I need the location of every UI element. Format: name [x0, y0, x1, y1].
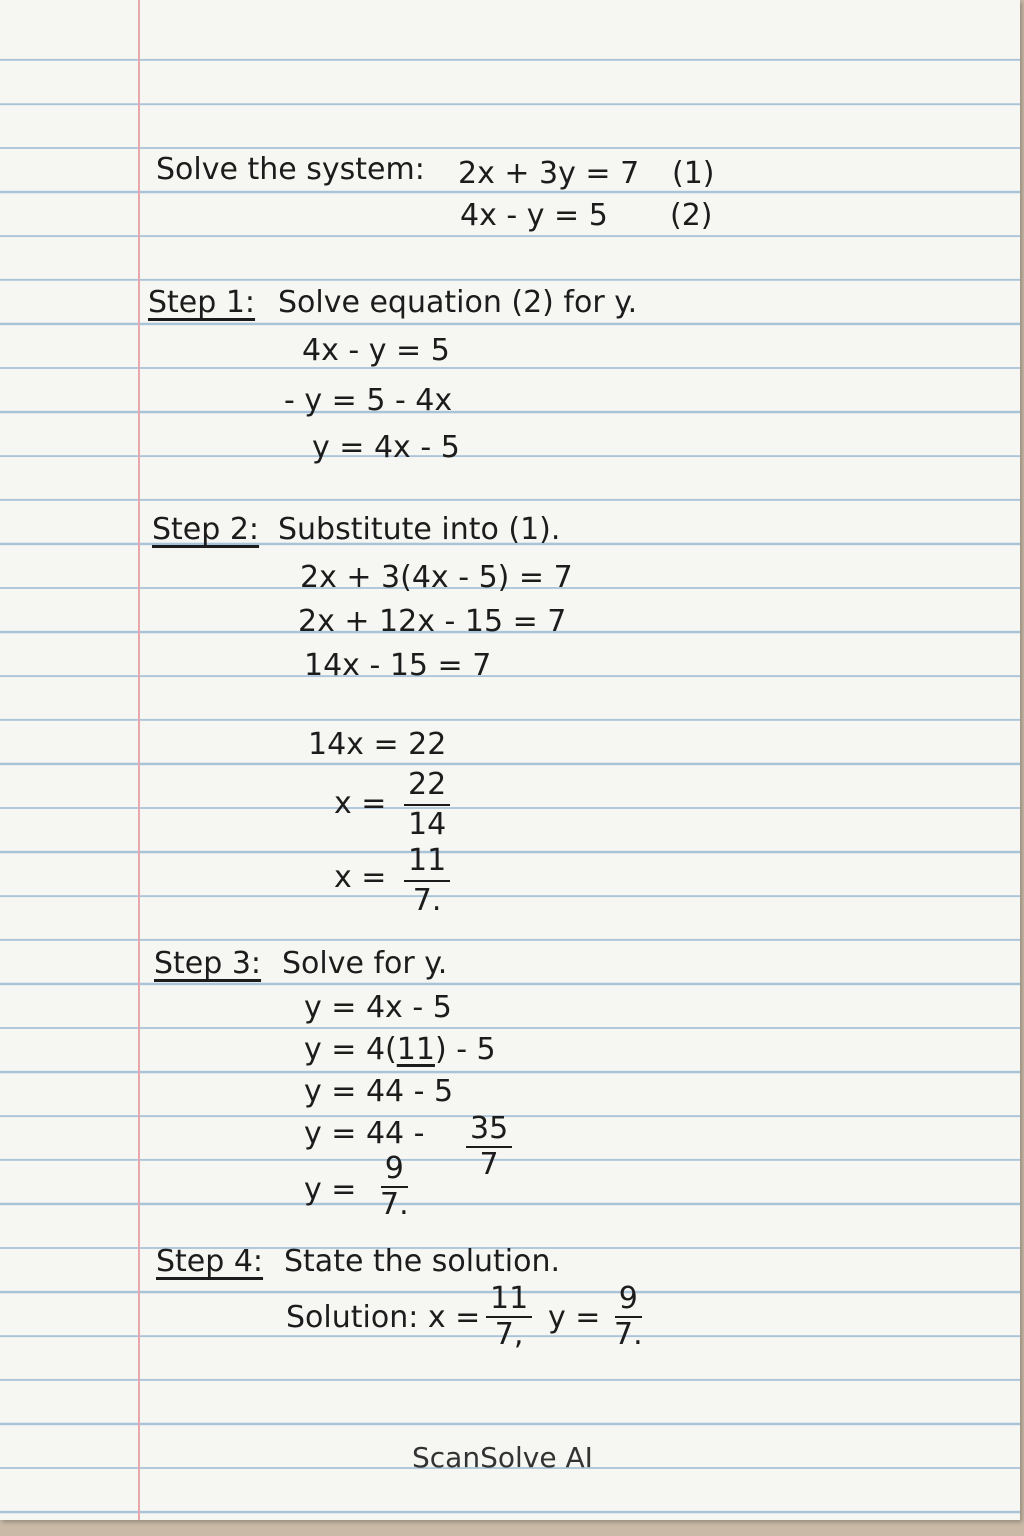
- solution-prefix: Solution: x =: [286, 1300, 481, 1335]
- step-2-x-fraction-2: [404, 842, 450, 920]
- step-3-line-2-post: ) - 5: [434, 1032, 496, 1067]
- step-1-label: Step 1:: [148, 285, 256, 320]
- problem-label: Solve the system:: [156, 152, 425, 187]
- step-1-line-2: - y = 5 - 4x: [284, 383, 453, 418]
- step-2-line-1: 2x + 3(4x - 5) = 7: [300, 560, 573, 595]
- step-2-line-3: 14x - 15 = 7: [304, 648, 492, 683]
- step-3-line-1: y = 4x - 5: [304, 990, 452, 1025]
- step-3-line-3: y = 44 - 5: [304, 1074, 454, 1109]
- step-1-text: Solve equation (2) for y.: [278, 285, 638, 320]
- equation-1: 2x + 3y = 7: [458, 156, 640, 191]
- equation-1-tag: (1): [672, 156, 715, 191]
- step-2-line-2: 2x + 12x - 15 = 7: [298, 604, 567, 639]
- fraction-denominator: 7.: [412, 883, 442, 918]
- fraction-numerator: 9: [381, 1152, 408, 1188]
- footer-brand: ScanSolve AI: [412, 1441, 593, 1474]
- fraction-denominator: 14: [408, 807, 447, 842]
- step-3-line-5-fraction: [376, 1152, 413, 1222]
- equation-2: 4x - y = 5: [460, 198, 608, 233]
- fraction-numerator: 11: [486, 1282, 532, 1318]
- step-3-line-4-pre: y = 44 -: [304, 1116, 425, 1151]
- step-3-label: Step 3:: [154, 946, 262, 981]
- step-2-x-lhs-2: x =: [334, 860, 387, 895]
- step-3-line-2-underlined: 11: [396, 1032, 435, 1067]
- fraction-denominator: 7.: [380, 1187, 409, 1222]
- step-2-x-fraction-1: [404, 766, 450, 844]
- solution-y-fraction: [610, 1282, 647, 1352]
- fraction-numerator: 35: [466, 1112, 512, 1148]
- fraction-denominator: 7: [479, 1147, 499, 1182]
- solution-y-prefix: y =: [548, 1300, 601, 1335]
- fraction-denominator: 7.: [614, 1317, 643, 1352]
- step-2-line-4: 14x = 22: [308, 727, 447, 762]
- step-1-line-3: y = 4x - 5: [312, 430, 460, 465]
- margin-line: [138, 0, 140, 1520]
- step-2-text: Substitute into (1).: [278, 512, 561, 547]
- fraction-denominator: 7,: [494, 1317, 524, 1352]
- step-3-line-2-pre: y = 4(: [304, 1032, 397, 1067]
- fraction-numerator: 11: [404, 842, 450, 882]
- step-2-label: Step 2:: [152, 512, 260, 547]
- step-4-text: State the solution.: [284, 1244, 561, 1279]
- step-3-text: Solve for y.: [282, 946, 448, 981]
- fraction-numerator: 9: [615, 1282, 642, 1318]
- equation-2-tag: (2): [670, 198, 713, 233]
- step-1-line-1: 4x - y = 5: [302, 333, 450, 368]
- solution-x-fraction: [486, 1282, 532, 1352]
- fraction-numerator: 22: [404, 766, 450, 806]
- step-3-line-5-pre: y =: [304, 1172, 357, 1207]
- step-2-x-lhs: x =: [334, 786, 387, 821]
- step-3-line-2: [304, 1032, 496, 1068]
- step-3-line-4-fraction: [466, 1112, 512, 1182]
- step-4-label: Step 4:: [156, 1244, 264, 1279]
